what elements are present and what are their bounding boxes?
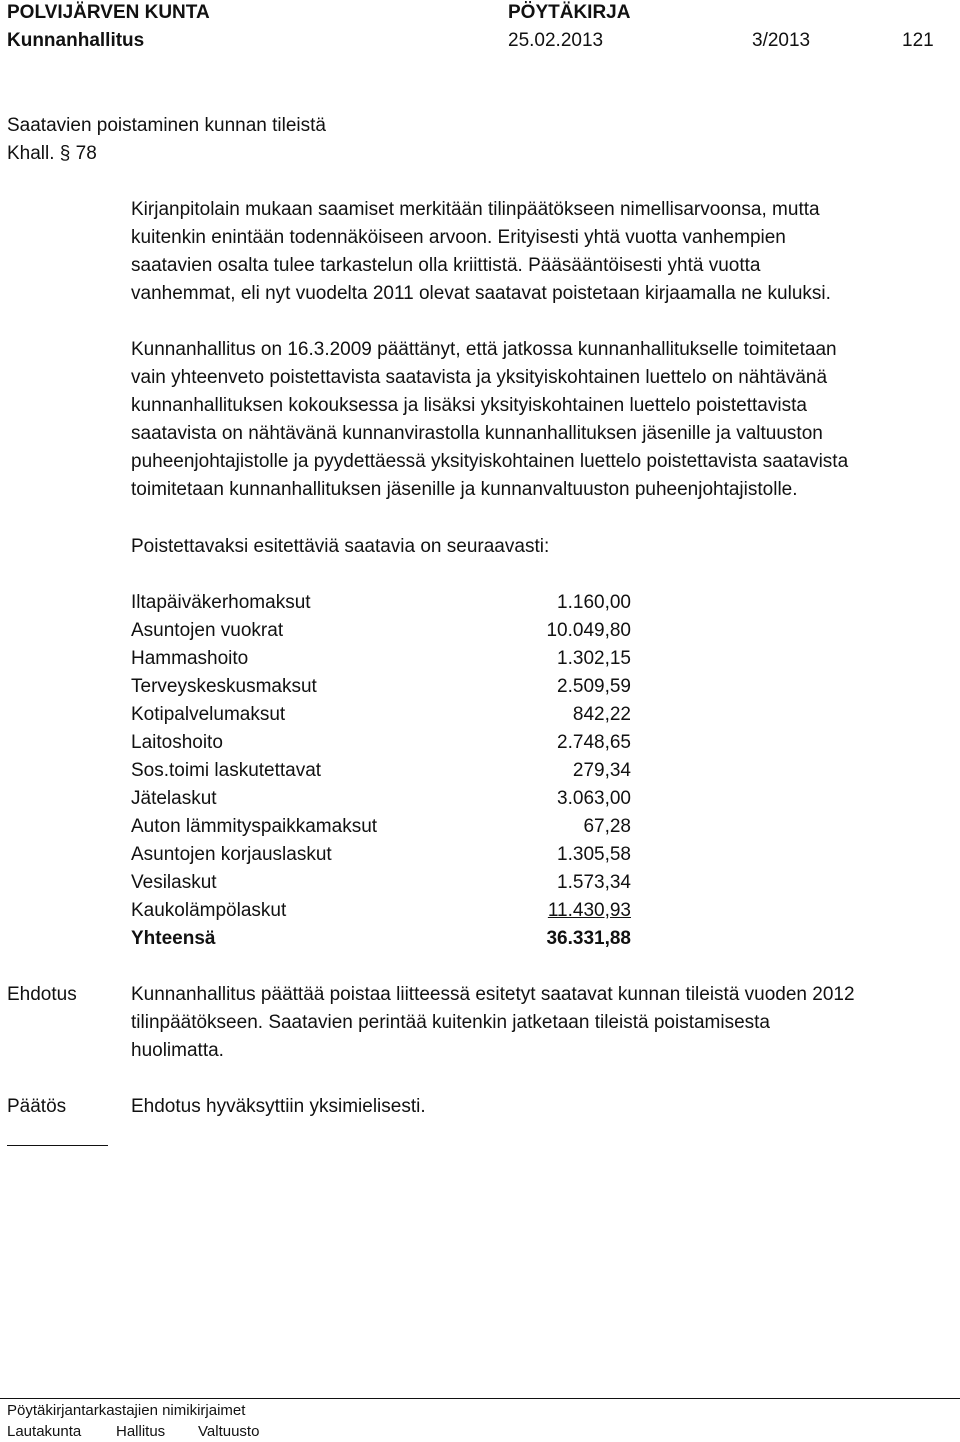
table-row <box>131 589 631 617</box>
receivable-amount: 1.302,15 <box>557 648 631 669</box>
paragraph-line: toimitetaan kunnanhallituksen jäsenille ja kunnanvaltuuston puheenjohtajistolle. <box>131 479 798 500</box>
body-name: Kunnanhallitus <box>7 30 145 51</box>
proposal-text <box>131 981 946 1065</box>
paragraph-line: puheenjohtajistolle ja pyydettäessä yksityiskohtainen luettelo poistettavista saatavista <box>131 451 849 472</box>
table-row <box>131 869 631 897</box>
paragraph-previous-decision <box>131 336 946 504</box>
section-reference: Khall. § 78 <box>7 143 97 164</box>
table-row <box>131 617 631 645</box>
paragraph-accounting-law <box>131 196 946 308</box>
paragraph-line: Kirjanpitolain mukaan saamiset merkitään tilinpäätökseen nimellisarvoonsa, mutta <box>131 199 820 220</box>
municipality-name: POLVIJÄRVEN KUNTA <box>7 2 210 23</box>
table-row <box>131 897 631 925</box>
footer-col-government: Hallitus <box>116 1423 166 1440</box>
decision-text: Ehdotus hyväksyttiin yksimielisesti. <box>131 1096 426 1117</box>
proposal-line: huolimatta. <box>131 1040 224 1061</box>
footer-title: Pöytäkirjantarkastajien nimikirjaimet <box>7 1402 246 1419</box>
receivable-label: Asuntojen vuokrat <box>131 620 284 641</box>
receivable-amount: 279,34 <box>572 760 631 781</box>
total-row <box>131 925 631 953</box>
receivable-label: Jätelaskut <box>131 788 217 809</box>
table-row <box>131 841 631 869</box>
total-amount: 36.331,88 <box>546 928 631 949</box>
paragraph-line: vain yhteenveto poistettavista saatavista ja yksityiskohtainen luettelo on nähtävänä <box>131 367 828 388</box>
receivable-amount: 842,22 <box>572 704 631 725</box>
table-row <box>131 673 631 701</box>
proposal-line: tilinpäätökseen. Saatavien perintää kuitenkin jatketaan tileistä poistamisesta <box>131 1012 770 1033</box>
receivable-amount: 1.305,58 <box>557 844 631 865</box>
page-number: 121 <box>902 30 934 51</box>
receivable-label: Terveyskeskusmaksut <box>131 676 317 697</box>
receivable-amount: 11.430,93 <box>547 900 631 921</box>
receivable-amount: 67,28 <box>583 816 631 837</box>
table-row <box>131 645 631 673</box>
total-label: Yhteensä <box>131 928 216 949</box>
receivable-label: Iltapäiväkerhomaksut <box>131 592 311 613</box>
paragraph-line: vanhemmat, eli nyt vuodelta 2011 olevat saatavat poistetaan kirjaamalla ne kuluksi. <box>131 283 831 304</box>
receivable-amount: 2.509,59 <box>557 676 631 697</box>
paragraph-line: Kunnanhallitus on 16.3.2009 päättänyt, että jatkossa kunnanhallitukselle toimitetaan <box>131 339 837 360</box>
receivable-amount: 3.063,00 <box>557 788 631 809</box>
table-row <box>131 785 631 813</box>
receivable-amount: 10.049,80 <box>546 620 631 641</box>
table-row <box>131 757 631 785</box>
meeting-number: 3/2013 <box>752 30 811 51</box>
section-title: Saatavien poistaminen kunnan tileistä <box>7 115 326 136</box>
receivable-label: Kotipalvelumaksut <box>131 704 286 725</box>
document-type: PÖYTÄKIRJA <box>508 2 631 23</box>
receivable-label: Vesilaskut <box>131 872 217 893</box>
receivable-label: Asuntojen korjauslaskut <box>131 844 332 865</box>
receivable-label: Sos.toimi laskutettavat <box>131 760 322 781</box>
table-row <box>131 813 631 841</box>
proposal-line: Kunnanhallitus päättää poistaa liitteessä esitetyt saatavat kunnan tileistä vuoden 2012 <box>131 984 855 1005</box>
meeting-date: 25.02.2013 <box>508 30 604 51</box>
receivable-label: Kaukolämpölaskut <box>131 900 287 921</box>
receivable-amount: 2.748,65 <box>557 732 631 753</box>
proposal-label: Ehdotus <box>7 984 77 1005</box>
receivable-amount: 1.573,34 <box>557 872 631 893</box>
paragraph-line: kunnanhallituksen kokouksessa ja lisäksi yksityiskohtainen luettelo poistettavista <box>131 395 807 416</box>
paragraph-line: saatavista on nähtävänä kunnanvirastolla kunnanhallituksen jäsenille ja valtuuston <box>131 423 823 444</box>
receivable-label: Laitoshoito <box>131 732 223 753</box>
table-row <box>131 729 631 757</box>
paragraph-line: saatavien osalta tulee tarkastelun olla kriittistä. Pääsääntöisesti yhtä vuotta <box>131 255 761 276</box>
list-intro: Poistettavaksi esitettäviä saatavia on seuraavasti: <box>131 536 550 557</box>
decision-label: Päätös <box>7 1096 67 1117</box>
receivables-table <box>131 589 631 953</box>
footer-col-council: Valtuusto <box>198 1423 260 1440</box>
paragraph-line: kuitenkin enintään todennäköiseen arvoon. Erityisesti yhtä vuotta vanhempien <box>131 227 786 248</box>
receivable-label: Hammashoito <box>131 648 249 669</box>
receivable-label: Auton lämmityspaikkamaksut <box>131 816 378 837</box>
receivable-amount: 1.160,00 <box>557 592 631 613</box>
signature-line <box>7 1145 108 1146</box>
footer-divider <box>0 1398 960 1399</box>
footer-col-board: Lautakunta <box>7 1423 82 1440</box>
table-row <box>131 701 631 729</box>
